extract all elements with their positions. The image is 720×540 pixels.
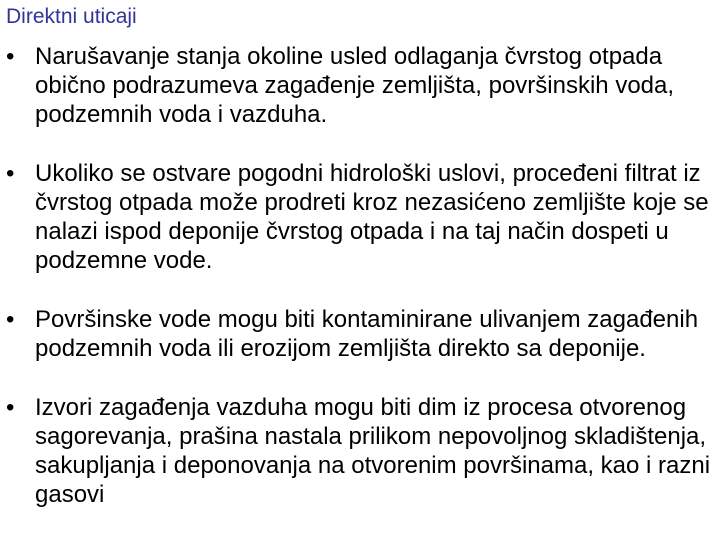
- bullet-item: [6, 393, 718, 509]
- bullet-text: Izvori zagađenja vazduha mogu biti dim iz procesa otvorenog sagorevanja, prašina nastala prilikom nepovoljnog skladištenja, sakupljanja i deponovanja na otvorenim površinama, kao i razni gasovi: [35, 394, 711, 508]
- bullet-text: Ukoliko se ostvare pogodni hidrološki uslovi, procеđeni filtrat iz čvrstog otpada može prodreti kroz nezasićeno zemljište koje se nalazi ispod deponije čvrstog otpada i na taj način dospeti u podzemne vode.: [35, 160, 709, 274]
- bullet-item: [6, 159, 718, 275]
- bullet-text: Narušavanje stanja okoline usled odlaganja čvrstog otpada obično podrazumeva zagađenje zemljišta, površinskih voda, podzemnih voda i vazduha.: [35, 43, 675, 128]
- bullet-list: [6, 42, 718, 509]
- bullet-item: [6, 42, 718, 129]
- bullet-text: Površinske vode mogu biti kontaminirane ulivanjem zagađenih podzemnih voda ili erozijom zemljišta direkto sa deponije.: [35, 306, 699, 362]
- bullet-item: [6, 305, 718, 363]
- bullet-icon: •: [6, 306, 15, 333]
- bullet-icon: •: [6, 394, 15, 421]
- slide-title: Direktni uticaji: [6, 5, 137, 28]
- bullet-icon: •: [6, 160, 15, 187]
- bullet-icon: •: [6, 43, 15, 70]
